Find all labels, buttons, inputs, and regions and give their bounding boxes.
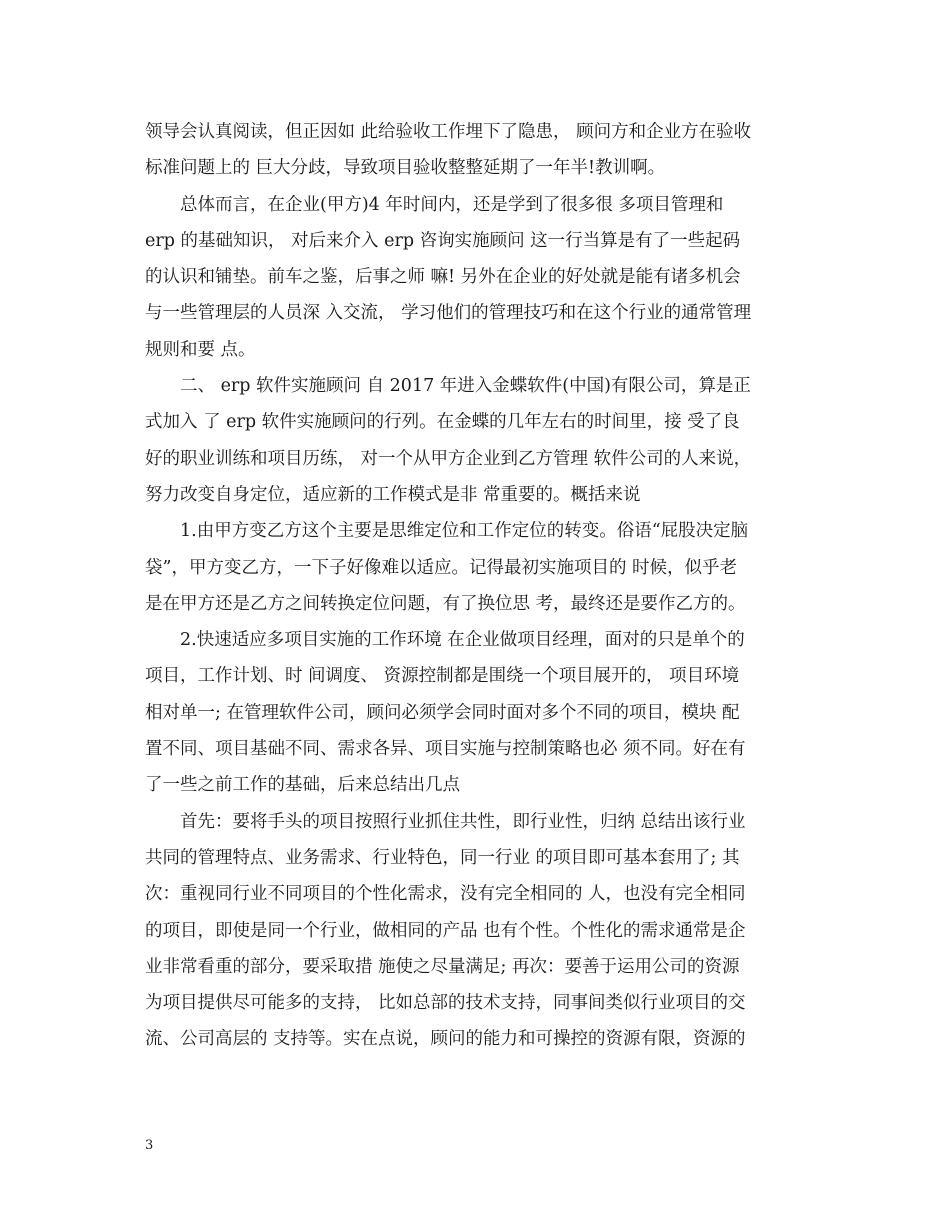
text-line: 相对单一; 在管理软件公司，顾问必须学会同时面对多个不同的项目，模块 配 (145, 702, 740, 723)
text-line: 好的职业训练和项目历练， 对一个从甲方企业到乙方管理 软件公司的人来说， (145, 448, 752, 469)
page-number: 3 (145, 1138, 154, 1153)
text-line: 与一些管理层的人员深 入交流， 学习他们的管理技巧和在这个行业的通常管理 (145, 303, 752, 324)
paragraph (145, 187, 805, 368)
text-line: 首先：要将手头的项目按照行业抓住共性，即行业性，归纳 总结出该行业 (180, 811, 746, 832)
text-line: 领导会认真阅读，但正因如 此给验收工作埋下了隐患， 顾问方和企业方在验收 (145, 122, 752, 142)
text-line: 规则和要 点。 (145, 339, 256, 360)
text-line: 共同的管理特点、业务需求、行业特色，同一行业 的项目即可基本套用了; 其 (145, 847, 740, 868)
text-line: 为项目提供尽可能多的支持， 比如总部的技术支持，同事间类似行业项目的交 (145, 993, 746, 1014)
text-line: 2.快速适应多项目实施的工作环境 在企业做项目经理，面对的只是单个的 (180, 630, 745, 651)
text-line: 次：重视同行业不同项目的个性化需求，没有完全相同的 人，也没有完全相同 (145, 884, 746, 905)
text-line: 是在甲方还是乙方之间转换定位问题，有了换位思 考，最终还是要作乙方的。 (145, 593, 746, 614)
paragraph (145, 368, 805, 513)
text-line: 1.由甲方变乙方这个主要是思维定位和工作定位的转变。俗语“屁股决定脑 (180, 521, 749, 542)
paragraph (145, 804, 805, 1058)
text-line: 置不同、项目基础不同、需求各异、项目实施与控制策略也必 须不同。好在有 (145, 739, 746, 760)
text-line: 的项目，即使是同一个行业，做相同的产品 也有个性。个性化的需求通常是企 (145, 920, 746, 941)
text-line: 项目，工作计划、时 间调度、 资源控制都是围绕一个项目展开的， 项目环境 (145, 666, 740, 687)
text-line: 式加入 了 erp 软件实施顾问的行列。在金蝶的几年左右的时间里，接 受了良 (145, 412, 740, 433)
paragraph (145, 513, 805, 622)
paragraph (145, 114, 805, 187)
text-line: 总体而言，在企业(甲方)4 年时间内，还是学到了很多很 多项目管理和 (180, 194, 724, 215)
text-line: 努力改变自身定位，适应新的工作模式是非 常重要的。概括来说 (145, 484, 641, 505)
text-line: 了一些之前工作的基础，后来总结出几点 (145, 775, 460, 796)
text-line: 的认识和铺垫。前车之鉴，后事之师 嘛! 另外在企业的好处就是能有诸多机会 (145, 267, 741, 288)
text-line: 袋”，甲方变乙方，一下子好像难以适应。记得最初实施项目的 时候，似乎老 (145, 557, 738, 578)
text-line: 标准问题上的 巨大分歧，导致项目验收整整延期了一年半!教训啊。 (145, 158, 666, 179)
text-line: erp 的基础知识， 对后来介入 erp 咨询实施顾问 这一行当算是有了一些起码 (145, 230, 741, 251)
paragraph (145, 622, 805, 803)
text-line: 业非常看重的部分，要采取措 施使之尽量满足; 再次：要善于运用公司的资源 (145, 956, 740, 977)
body-text (145, 114, 805, 1058)
text-line: 流、公司高层的 支持等。实在点说，顾问的能力和可操控的资源有限，资源的 (145, 1029, 746, 1050)
text-line: 二、 erp 软件实施顾问 自 2017 年进入金蝶软件(中国)有限公司，算是正 (180, 376, 751, 397)
